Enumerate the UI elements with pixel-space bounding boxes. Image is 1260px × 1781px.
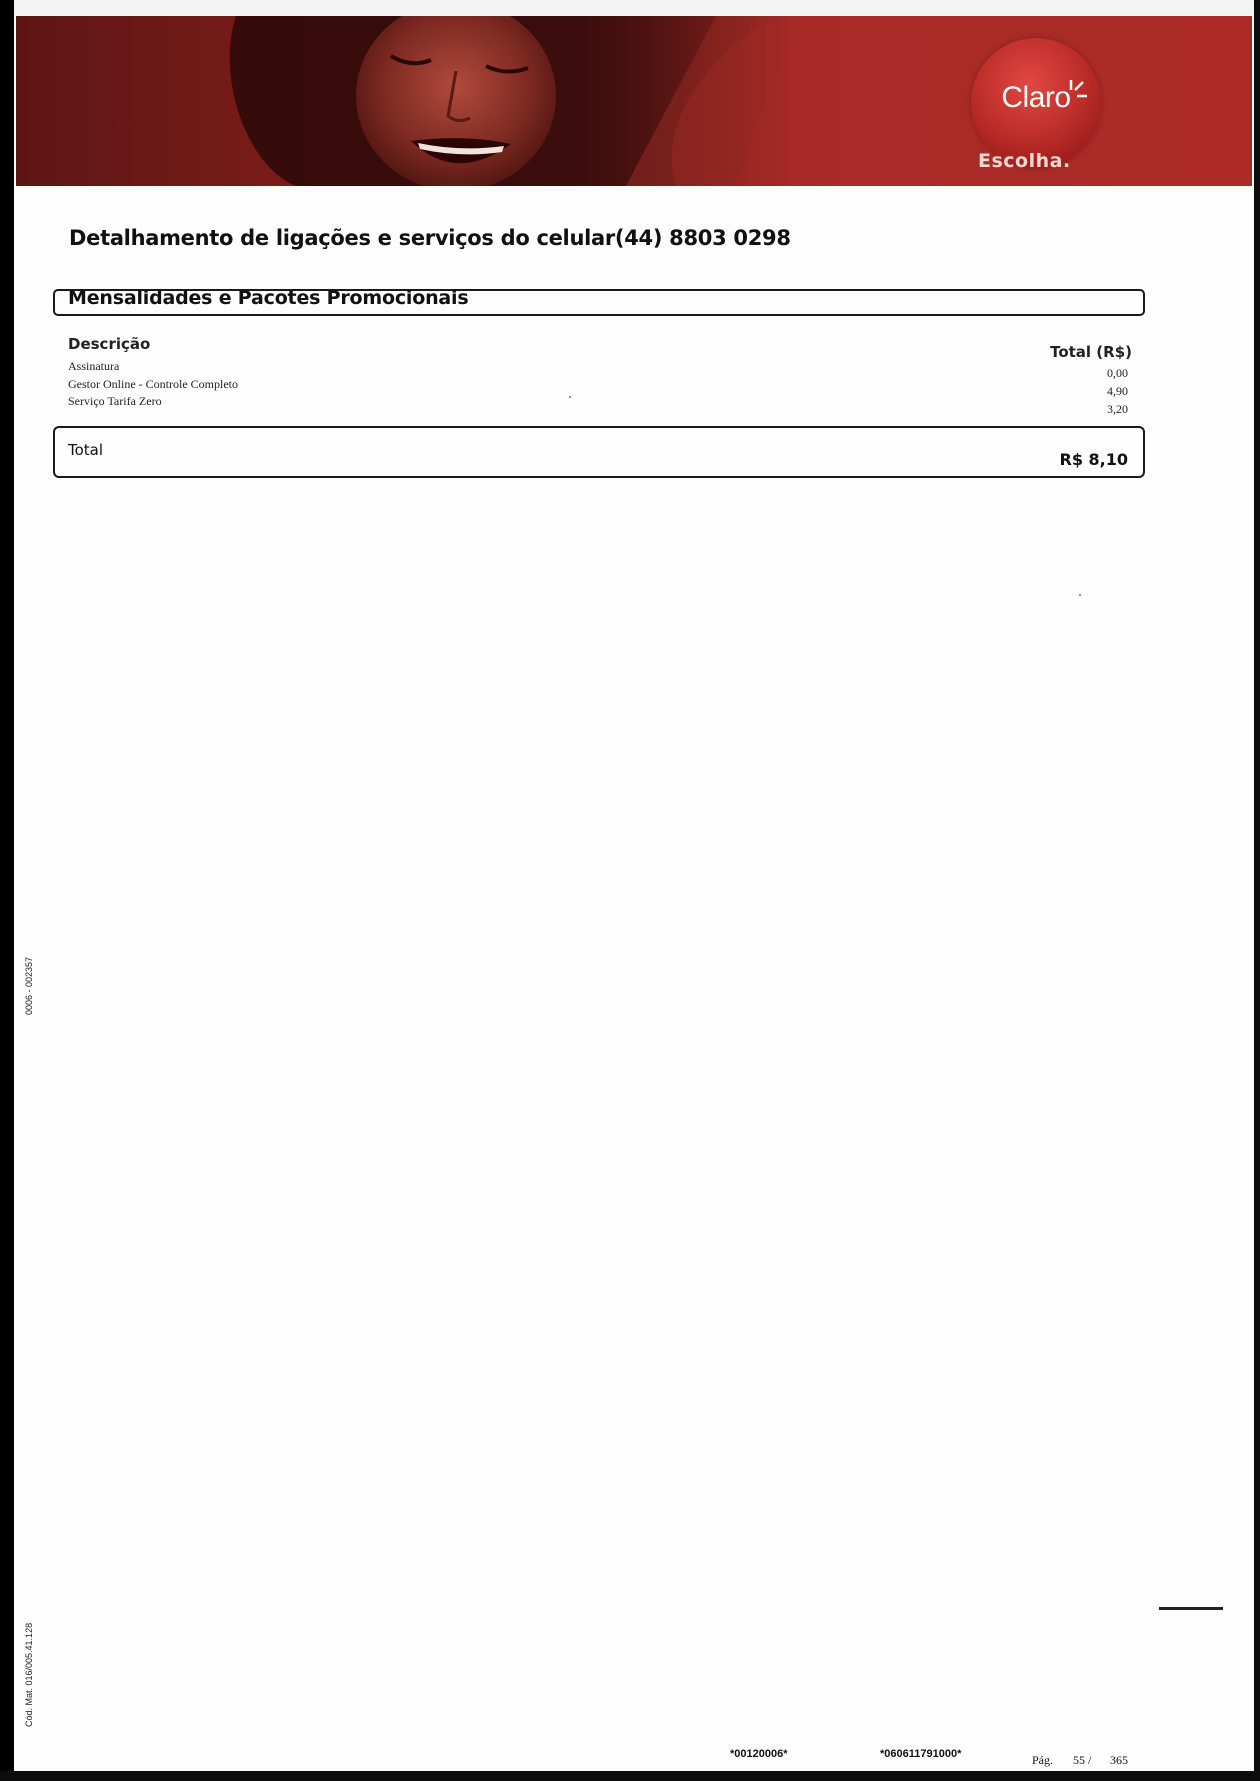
footer-code-1: *00120006* [730, 1748, 788, 1760]
scan-border-bottom [0, 1771, 1260, 1781]
logo-rays-icon [1059, 68, 1089, 108]
row-value: 3,20 [1107, 402, 1128, 416]
footer-code-2: *060611791000* [880, 1748, 962, 1760]
side-material-code: Cód. Mat. 016/005.41.128 [24, 1622, 34, 1727]
claro-logo [971, 38, 1101, 168]
row-value: 0,00 [1107, 366, 1128, 380]
document-title: Detalhamento de ligações e serviços do celular(44) 8803 0298 [69, 226, 791, 250]
margin-mark [1159, 1607, 1223, 1610]
column-header-total: Total (R$) [1050, 343, 1132, 361]
brand-tagline: Escolha. [978, 150, 1071, 172]
section-title: Mensalidades e Pacotes Promocionais [68, 287, 469, 309]
page-label: Pág. [1032, 1753, 1053, 1767]
row-description: Serviço Tarifa Zero [68, 394, 162, 408]
header-banner [16, 16, 1252, 186]
document-page [14, 0, 1254, 1771]
column-header-description: Descrição [68, 335, 151, 353]
banner-photo-image [16, 16, 796, 186]
row-description: Assinatura [68, 359, 120, 373]
page-total: 365 [1110, 1753, 1128, 1767]
total-label: Total [68, 441, 104, 459]
page-number: 55 / [1073, 1753, 1092, 1767]
scan-speck [569, 396, 571, 398]
top-margin [14, 0, 1254, 16]
total-value: R$ 8,10 [1059, 450, 1128, 469]
row-description: Gestor Online - Controle Completo [68, 377, 238, 391]
logo-text: Claro [1001, 81, 1071, 114]
scan-speck [1079, 594, 1081, 596]
row-value: 4,90 [1107, 384, 1128, 398]
side-control-code: 0006 - 002357 [24, 956, 34, 1015]
